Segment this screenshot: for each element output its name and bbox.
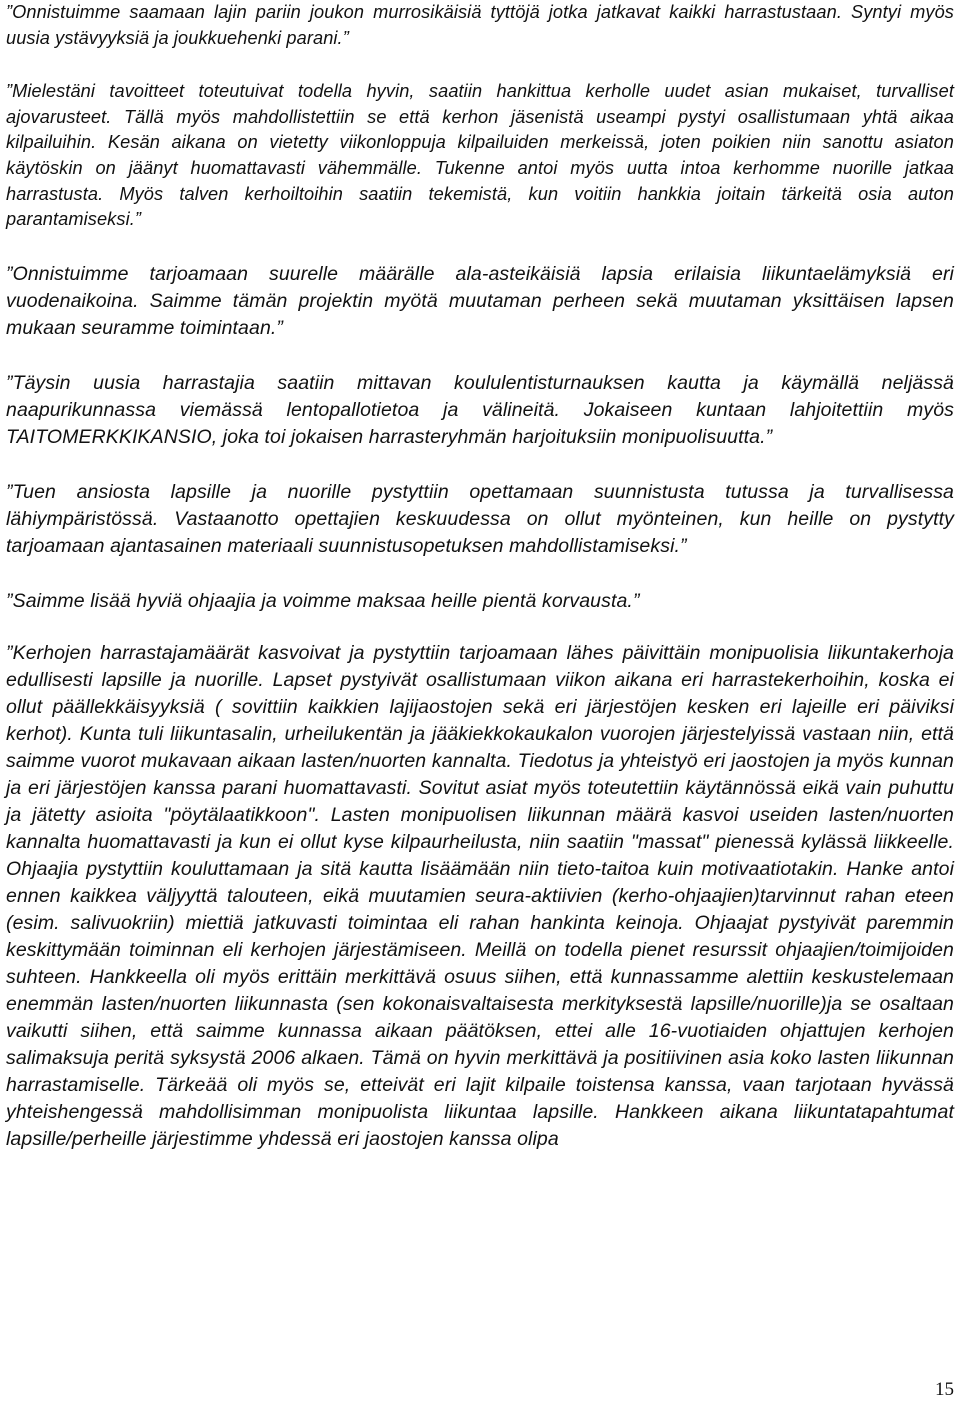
quote-paragraph-1: ”Onnistuimme saamaan lajin pariin joukon murrosikäisiä tyttöjä jotka jatkavat kaikki harrastustaan. Syntyi myös uusia ystävyyksiä ja joukkuehenki parani.”: [6, 2, 954, 48]
quote-paragraph-7: ”Kerhojen harrastajamäärät kasvoivat ja pystyttiin tarjoamaan lähes päivittäin monipuolisia liikuntakerhoja edullisesti lapsille ja nuorille. Lapset pystyivät osallistumaan viikon aikana eri harrastekerhoihin, koska ei ollut päällekkäisyyksiä ( sovittiin kaikkien lajijaostojen sekä eri järjestöjen kesken eri lajeille eri päiviksi kerhot). Kunta tuli liikuntasalin, urheilukentän ja jääkiekkokaukalon vuorojen järjestelyissä vastaan niin, että saimme vuorot mukavaan aikaan lasten/nuorten kannalta. Tiedotus ja yhteistyö eri jaostojen ja myös kunnan ja eri järjestöjen kanssa parani huomattavasti. Sovitut asiat myös toteutettiin käytännössä eikä vain puhuttu ja jätetty asioita "pöytälaatikkoon". Lasten monipuolisen liikunnan määrä kasvoi useiden lasten/nuorten kannalta huomattavasti ja kun ei ollut kyse kilpaurheilusta, niin saatiin "massat" pienessä kylässä liikkeelle. Ohjaajia pystyttiin kouluttamaan ja sitä kautta lisäämään niin tieto-taitoa kuin motivaatiotakin. Hanke antoi ennen kaikkea väljyyttä talouteen, eikä muutamien seura-aktiivien (kerho-ohjaajien)tarvinnut rahan eteen (esim. salivuokriin) miettiä jatkuvasti toimintaa eli rahan hankinta keinoja. Ohjaajat pystyivät paremmin keskittymään toiminnan eli kerhojen järjestämiseen. Meillä on todella pienet resurssit ohjaajien/toimijoiden suhteen. Hankkeella oli myös erittäin merkittävä osuus siihen, että kunnassamme alettiin keskustelemaan enemmän lasten/nuorten liikunnasta (sen kokonaisvaltaisesta merkityksestä lapsille/nuorille)ja se osaltaan vaikutti siihen, että saimme kunnassa aikaan päätöksen, ettei alle 16-vuotiaiden ohjattujen kerhojen salimaksuja peritä syksystä 2006 alkaen. Tämä on hyvin merkittävä ja positiivinen asia koko lasten liikunnan harrastamiselle. Tärkeää oli myös se, etteivät eri lajit kilpaile toistensa kanssa, vaan tarjotaan hyvässä yhteishengessä mahdollisimman monipuolista liikuntaa lapsille. Hankkeen aikana liikuntatapahtumat lapsille/perheille järjestimme yhdessä eri jaostojen kanssa olipa: [6, 641, 954, 1150]
quote-paragraph-6: ”Saimme lisää hyviä ohjaajia ja voimme maksaa heille pientä korvausta.”: [6, 589, 640, 612]
quote-paragraph-5: ”Tuen ansiosta lapsille ja nuorille pystyttiin opettamaan suunnistusta tutussa ja turvallisessa lähiympäristössä. Vastaanotto opettajien keskuudessa on ollut myönteinen, kun heille on pystytty tarjoamaan ajantasainen materiaali suunnistusopetuksen mahdollistamiseksi.”: [6, 480, 954, 557]
quote-paragraph-3: ”Onnistuimme tarjoamaan suurelle määrälle ala-asteikäisiä lapsia erilaisia liikuntaelämyksiä eri vuodenaikoina. Saimme tämän projektin myötä muutaman perheen sekä muutaman yksittäisen lapsen mukaan seuramme toimintaan.”: [6, 262, 954, 339]
page-number: 15: [935, 1379, 954, 1400]
quote-paragraph-2: ”Mielestäni tavoitteet toteutuivat todella hyvin, saatiin hankittua kerholle uudet asian mukaiset, turvalliset ajovarusteet. Tällä myös mahdollistettiin se että kerhon jäsenistä useampi pystyi osallistumaan yhtä aikaa kilpailuihin. Kesän aikana on vietetty viikonloppuja kilpailuiden merkeissä, joten poikien niin sanottu asiaton käytöskin on jäänyt huomattavasti vähemmälle. Tukenne antoi myös uutta intoa kerhomme nuorille jatkaa harrastusta. Myös talven kerhoiltoihin saatiin tekemistä, kun voitiin hankkia joitain tärkeitä osia auton parantamiseksi.”: [6, 81, 954, 230]
quote-paragraph-4: ”Täysin uusia harrastajia saatiin mittavan koululentisturnauksen kautta ja käymällä neljässä naapurikunnassa viemässä lentopallotietoa ja välineitä. Jokaiseen kuntaan lahjoitettiin myös TAITOMERKKIKANSIO, joka toi jokaisen harrasteryhmän harjoituksiin monipuolisuutta.”: [6, 371, 954, 448]
document-page: [6, 0, 954, 1153]
